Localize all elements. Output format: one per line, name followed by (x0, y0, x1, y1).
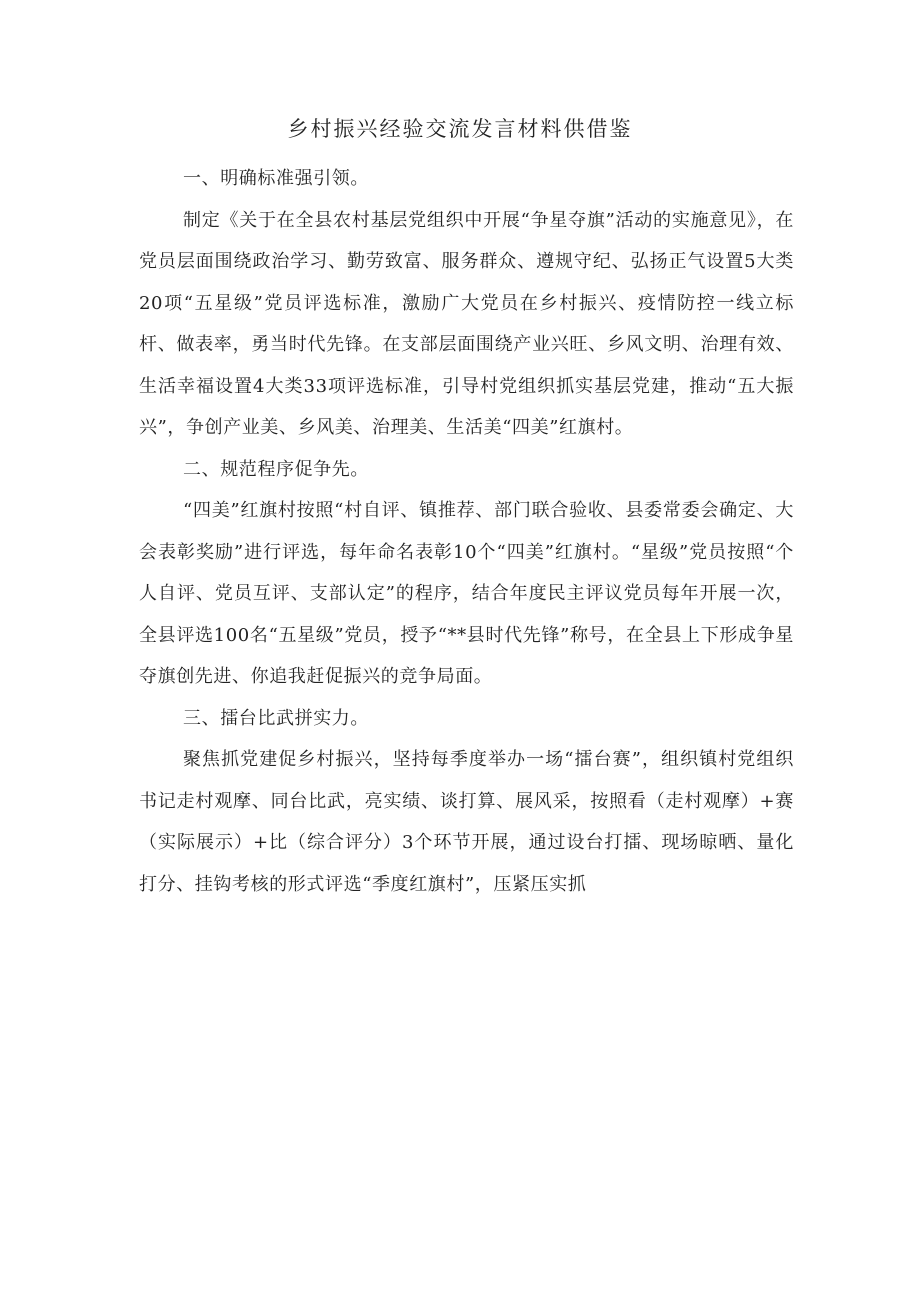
section-paragraph-3: 聚焦抓党建促乡村振兴，坚持每季度举办一场“擂台赛”，组织镇村党组织书记走村观摩、同台比武，亮实绩、谈打算、展风采，按照看（走村观摩）+赛（实际展示）+比（综合评分）3个环节开展，通过设台打擂、现场晾晒、量化打分、挂钩考核的形式评选“季度红旗村”，压紧压实抓 (139, 749, 794, 895)
section-heading-3: 三、擂台比武拼实力。 (183, 707, 369, 729)
section-heading-1: 一、明确标准强引领。 (183, 168, 369, 189)
section-heading-2: 二、规范程序促争先。 (183, 458, 369, 480)
document-body (139, 158, 794, 905)
section-paragraph-1: 制定《关于在全县农村基层党组织中开展“争星夺旗”活动的实施意见》，在党员层面围绕政治学习、勤劳致富、服务群众、遵规守纪、弘扬正气设置5大类20项“五星级”党员评选标准，激励广大党员在乡村振兴、疫情防控一线立标杆、做表率，勇当时代先锋。在支部层面围绕产业兴旺、乡风文明、治理有效、生活幸福设置4大类33项评选标准，引导村党组织抓实基层党建，推动“五大振兴”，争创产业美、乡风美、治理美、生活美“四美”红旗村。 (139, 209, 794, 438)
document-title: 乡村振兴经验交流发言材料供借鉴 (287, 117, 633, 141)
section-paragraph-2: “四美”红旗村按照“村自评、镇推荐、部门联合验收、县委常委会确定、大会表彰奖励”进行评选，每年命名表彰10个“四美”红旗村。“星级”党员按照“个人自评、党员互评、支部认定”的程序，结合年度民主评议党员每年开展一次，全县评选100名“五星级”党员，授予“**县时代先锋”称号，在全县上下形成争星夺旗创先进、你追我赶促振兴的竞争局面。 (139, 500, 794, 687)
